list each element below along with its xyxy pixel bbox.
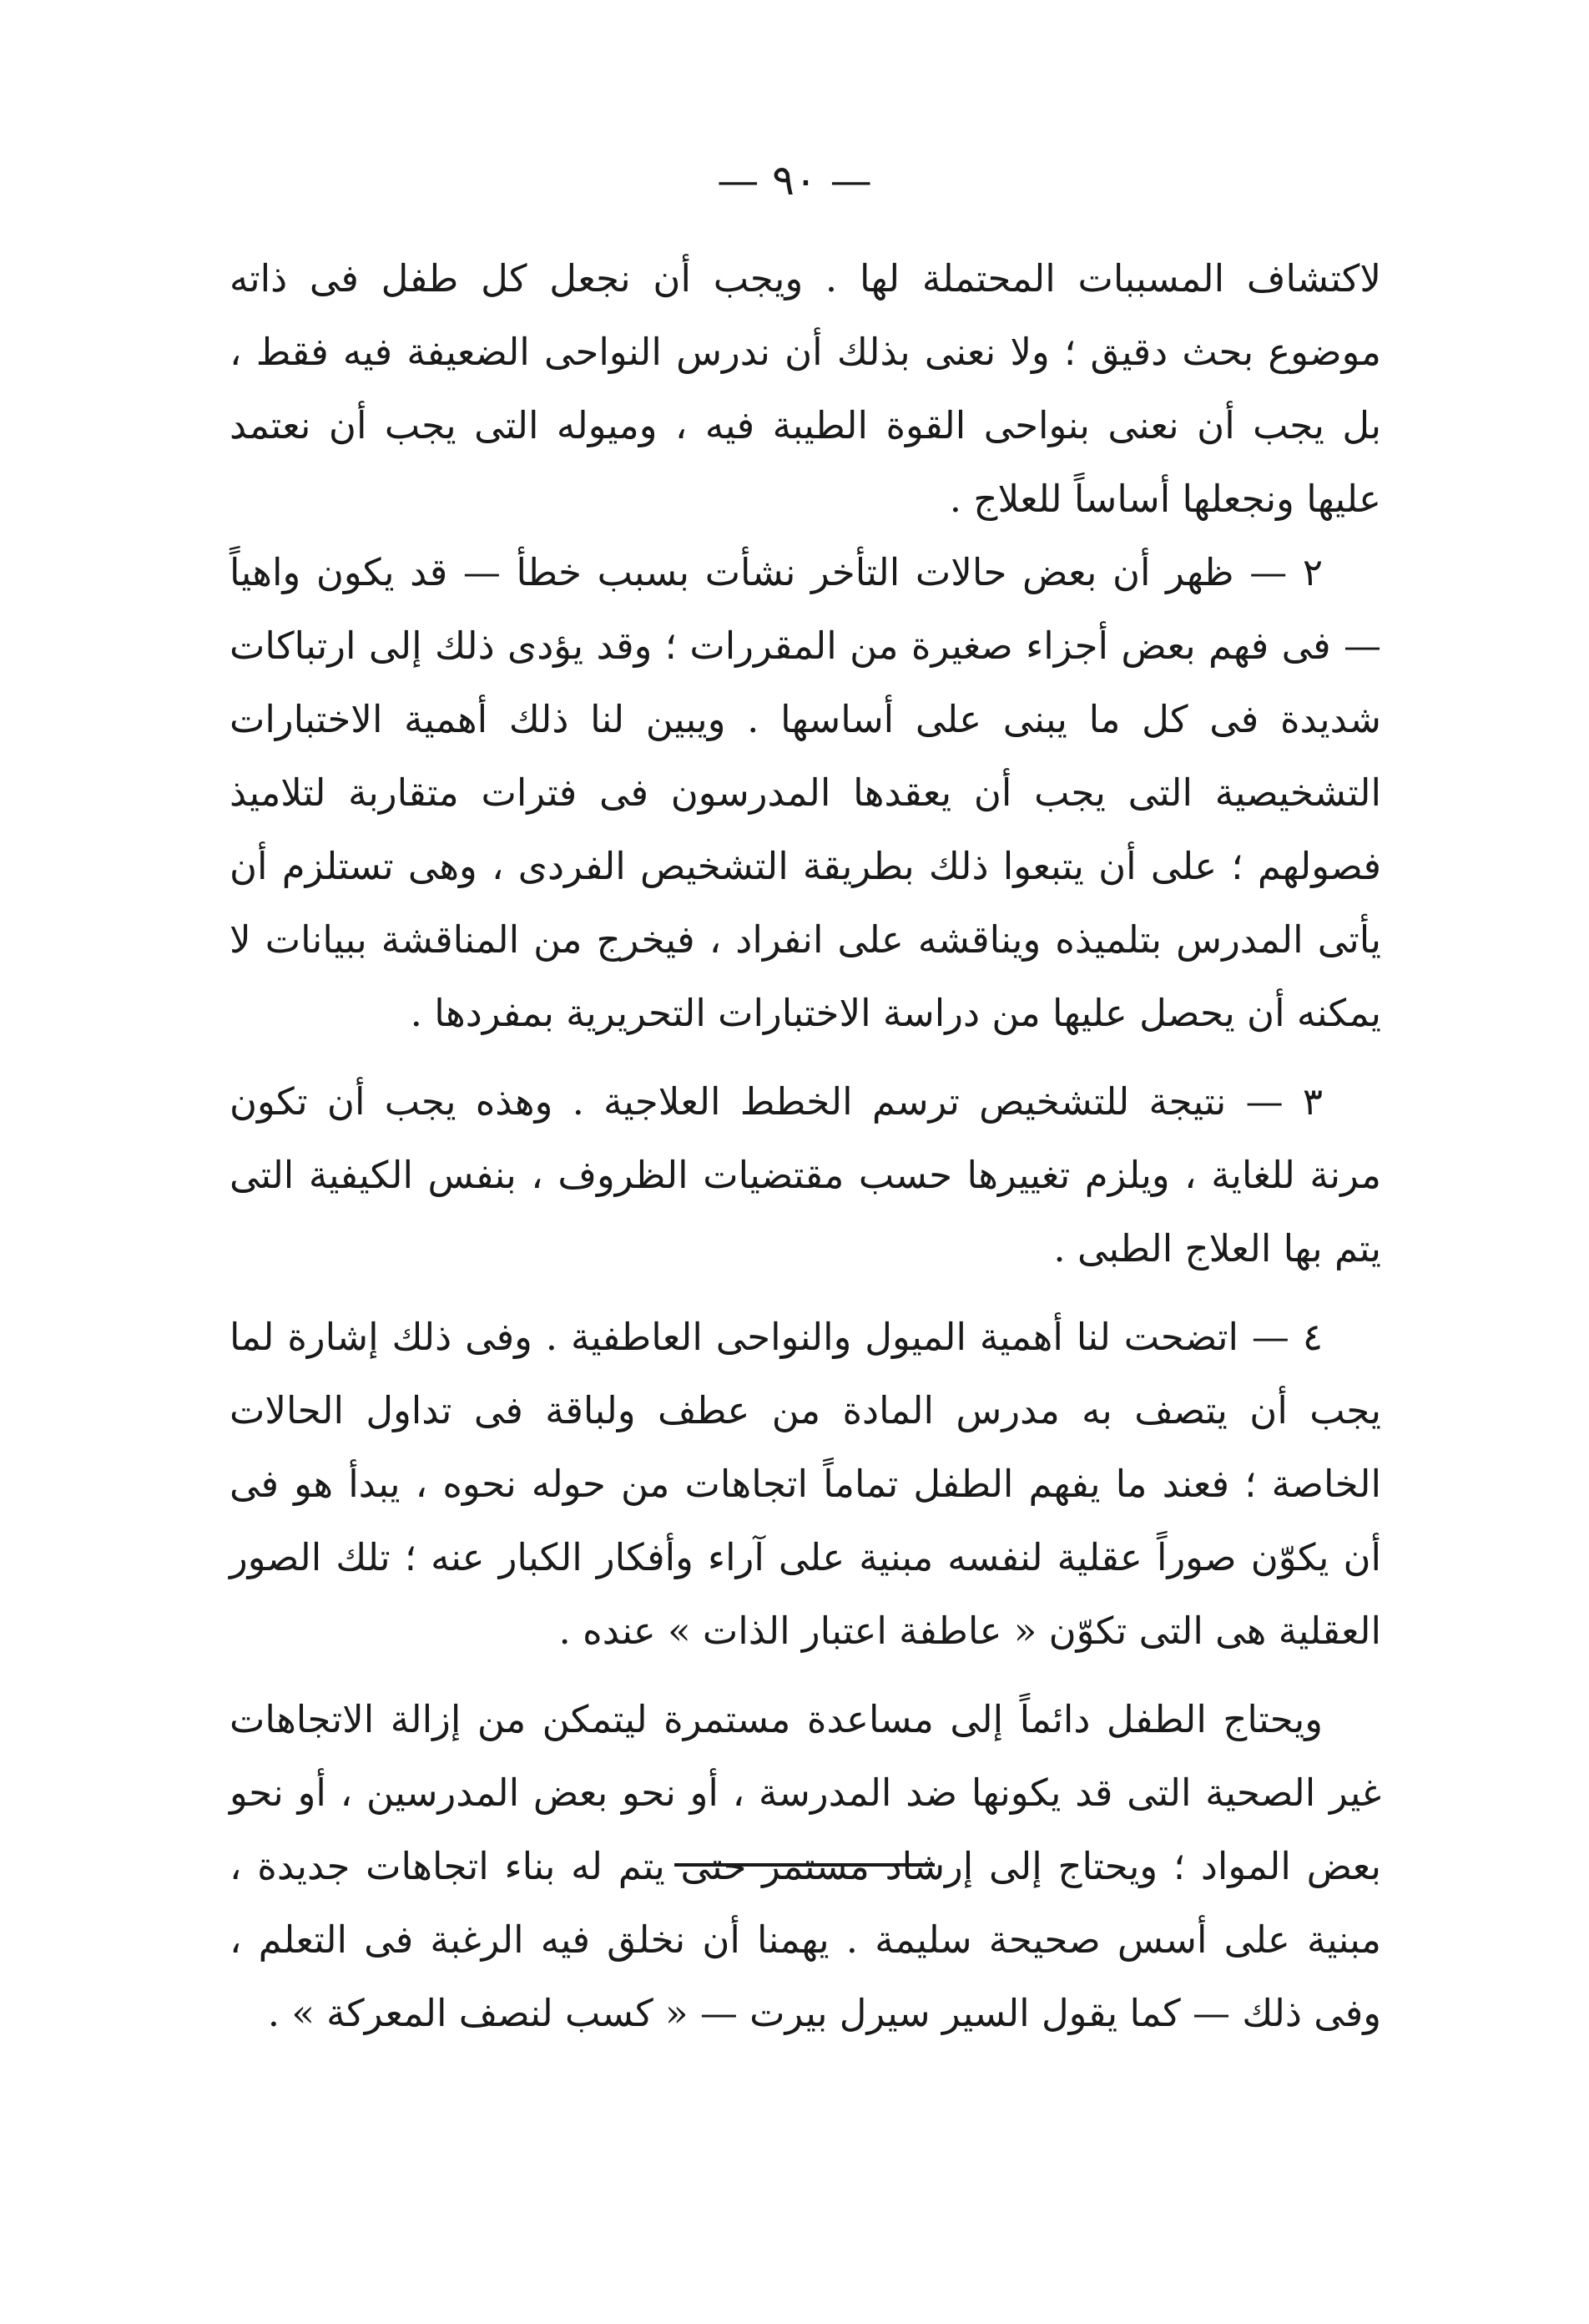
paragraph-continuation: لاكتشاف المسببات المحتملة لها . ويجب أن نجعل كل طفل فى ذاته موضوع بحث دقيق ؛ ولا نعنى بذلك أن ندرس النواحى الضعيفة فيه فقط ، بل يجب أن نعنى بنواحى القوة الطيبة فيه ، وميوله التى يجب أن نعتمد عليها ونجعلها أساساً للعلاج . bbox=[230, 256, 1381, 521]
paragraph-conclusion: ويحتاج الطفل دائماً إلى مساعدة مستمرة ليتمكن من إزالة الاتجاهات غير الصحية التى قد يكونها ضد المدرسة ، أو نحو بعض المدرسين ، أو نحو بعض المواد ؛ ويحتاج إلى إرشاد مستمر حتى يتم له بناء اتجاهات جديدة ، مبنية على أسس صحيحة سليمة . يهمنا أن نخلق فيه الرغبة فى التعلم ، وفى ذلك — كما يقول السير سيرل بيرت — « كسب لنصف المعركة » . bbox=[230, 1697, 1381, 2035]
body-text bbox=[230, 242, 1381, 2050]
paragraph-point-2: ٢ — ظهر أن بعض حالات التأخر نشأت بسبب خطأ — قد يكون واهياً — فى فهم بعض أجزاء صغيرة من المقررات ؛ وقد يؤدى ذلك إلى ارتباكات شديدة فى كل ما يبنى على أساسها . ويبين لنا ذلك أهمية الاختبارات التشخيصية التى يجب أن يعقدها المدرسون فى فترات متقاربة لتلاميذ فصولهم ؛ على أن يتبعوا ذلك بطريقة التشخيص الفردى ، وهى تستلزم أن يأتى المدرس بتلميذه ويناقشه على انفراد ، فيخرج من المناقشة ببيانات لا يمكنه أن يحصل عليها من دراسة الاختبارات التحريرية بمفردها . bbox=[230, 550, 1382, 1035]
end-of-section-rule bbox=[674, 1863, 935, 1867]
paragraph-point-3: ٣ — نتيجة للتشخيص ترسم الخطط العلاجية . وهذه يجب أن تكون مرنة للغاية ، ويلزم تغييرها حسب مقتضيات الظروف ، بنفس الكيفية التى يتم بها العلاج الطبى . bbox=[230, 1079, 1381, 1271]
page-number: — ٩٠ — bbox=[717, 156, 872, 205]
paragraph-point-4: ٤ — اتضحت لنا أهمية الميول والنواحى العاطفية . وفى ذلك إشارة لما يجب أن يتصف به مدرس المادة من عطف ولباقة فى تداول الحالات الخاصة ؛ فعند ما يفهم الطفل تماماً اتجاهات من حوله نحوه ، يبدأ هو فى أن يكوّن صوراً عقلية لنفسه مبنية على آراء وأفكار الكبار عنه ؛ تلك الصور العقلية هى التى تكوّن « عاطفة اعتبار الذات » عنده . bbox=[230, 1315, 1381, 1653]
